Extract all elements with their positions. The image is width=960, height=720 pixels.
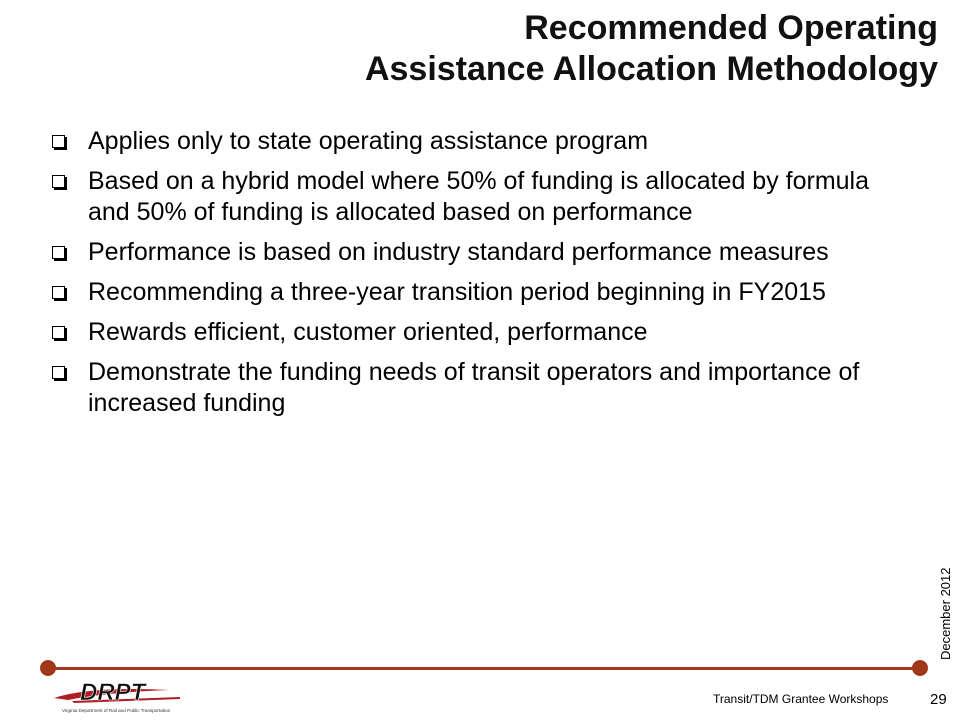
bullet-item xyxy=(52,357,912,419)
bullet-text: Applies only to state operating assistance program xyxy=(88,127,649,155)
bullet-item xyxy=(52,277,912,308)
drpt-logo xyxy=(50,676,190,716)
footer-workshop-label: Transit/TDM Grantee Workshops xyxy=(713,692,889,706)
checkbox-icon xyxy=(52,326,65,339)
divider-right-dot xyxy=(912,660,928,676)
slide-title-line-1: Recommended Operating xyxy=(524,9,938,47)
checkbox-icon xyxy=(52,175,65,188)
bullet-text: Performance is based on industry standard performance measures xyxy=(88,238,829,266)
bullet-item xyxy=(52,126,912,157)
logo-subtext: Virginia Department of Rail and Public Transportation xyxy=(62,708,171,713)
divider-left-dot xyxy=(40,660,56,676)
logo-wordmark: DRPT xyxy=(80,679,146,706)
checkbox-icon xyxy=(52,286,65,299)
bullet-text: Rewards efficient, customer oriented, performance xyxy=(88,318,648,346)
page-number: 29 xyxy=(930,691,947,708)
bullet-text: Demonstrate the funding needs of transit operators and importance of increased funding xyxy=(88,358,860,417)
footer-date: December 2012 xyxy=(938,567,953,660)
checkbox-icon xyxy=(52,135,65,148)
slide-title-line-2: Assistance Allocation Methodology xyxy=(364,50,938,88)
checkbox-icon xyxy=(52,246,65,259)
footer-divider xyxy=(47,667,919,670)
bullet-text: Recommending a three-year transition period beginning in FY2015 xyxy=(88,278,826,306)
bullet-list xyxy=(52,126,912,428)
bullet-item xyxy=(52,317,912,348)
bullet-item xyxy=(52,166,912,228)
bullet-item xyxy=(52,237,912,268)
checkbox-icon xyxy=(52,366,65,379)
slide-title xyxy=(38,8,938,90)
bullet-text: Based on a hybrid model where 50% of funding is allocated by formula and 50% of funding is allocated based on performance xyxy=(88,167,870,226)
